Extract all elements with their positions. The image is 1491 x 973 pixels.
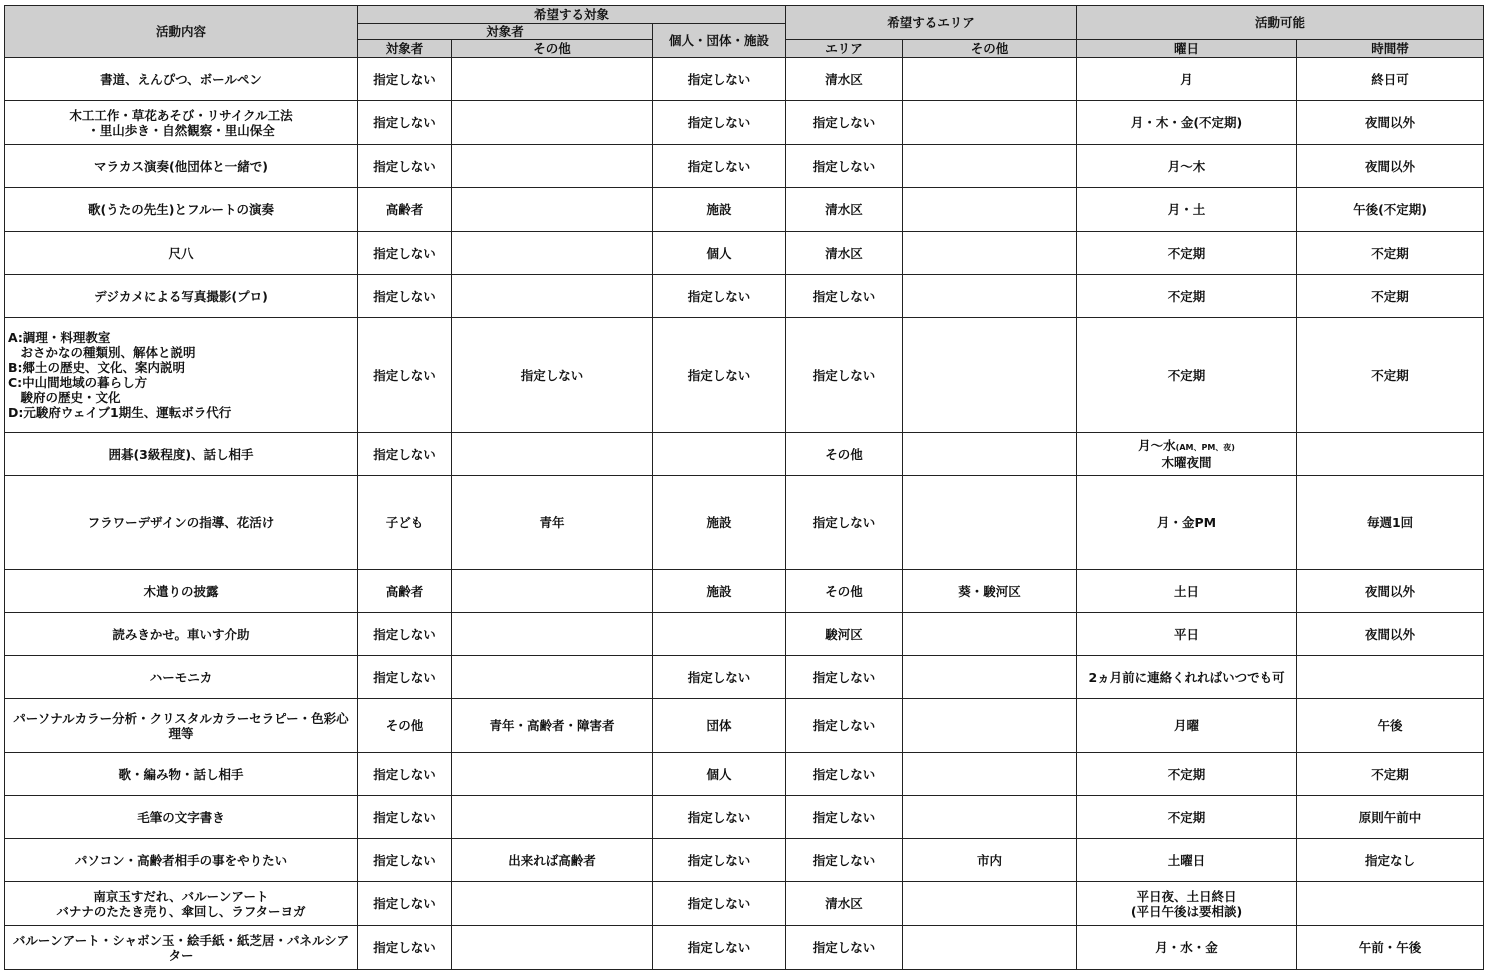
area-other-cell: 市内 [903, 839, 1077, 882]
area-other-cell [903, 145, 1077, 188]
table-row [5, 656, 1484, 699]
target-cell: 指定しない [358, 613, 452, 656]
time-cell: 原則午前中 [1297, 796, 1484, 839]
target-cell: 指定しない [358, 58, 452, 101]
area-other-cell [903, 476, 1077, 570]
area-other-cell [903, 699, 1077, 753]
time-cell: 夜間以外 [1297, 101, 1484, 145]
target-other-cell [452, 232, 653, 275]
target-other-cell: 青年・高齢者・障害者 [452, 699, 653, 753]
time-cell: 不定期 [1297, 232, 1484, 275]
org-cell: 指定しない [653, 145, 786, 188]
time-cell: 終日可 [1297, 58, 1484, 101]
org-cell: 施設 [653, 570, 786, 613]
target-cell: 高齢者 [358, 188, 452, 232]
table-row [5, 433, 1484, 476]
activity-cell: 歌(うたの先生)とフルートの演奏 [5, 188, 358, 232]
activity-cell: バルーンアート・シャボン玉・絵手紙・紙芝居・パネルシア ター [5, 926, 358, 970]
table-row [5, 926, 1484, 970]
day-cell: 平日夜、土日終日 (平日午後は要相談) [1077, 882, 1297, 926]
area-other-cell [903, 58, 1077, 101]
day-secondary: 木曜夜間 [1161, 455, 1212, 470]
area-cell: 指定しない [786, 145, 903, 188]
org-cell: 指定しない [653, 796, 786, 839]
area-cell: 駿河区 [786, 613, 903, 656]
target-cell: 指定しない [358, 839, 452, 882]
area-cell: 指定しない [786, 796, 903, 839]
table-row [5, 145, 1484, 188]
activity-cell: フラワーデザインの指導、花活け [5, 476, 358, 570]
target-cell: 指定しない [358, 232, 452, 275]
target-other-cell: 出来れば高齢者 [452, 839, 653, 882]
target-cell: 指定しない [358, 318, 452, 433]
area-cell: 指定しない [786, 476, 903, 570]
day-cell: 月・水・金 [1077, 926, 1297, 970]
target-cell: 子ども [358, 476, 452, 570]
area-cell: 清水区 [786, 882, 903, 926]
area-other-cell [903, 232, 1077, 275]
org-cell: 個人 [653, 753, 786, 796]
target-other-cell [452, 188, 653, 232]
day-cell: 不定期 [1077, 232, 1297, 275]
header-time: 時間帯 [1297, 40, 1484, 58]
area-other-cell [903, 753, 1077, 796]
time-cell: 指定なし [1297, 839, 1484, 882]
org-cell: 指定しない [653, 926, 786, 970]
org-cell: 指定しない [653, 656, 786, 699]
org-cell: 団体 [653, 699, 786, 753]
target-cell: 指定しない [358, 433, 452, 476]
target-cell: 高齢者 [358, 570, 452, 613]
day-cell: 月曜 [1077, 699, 1297, 753]
area-other-cell [903, 433, 1077, 476]
activity-cell: 尺八 [5, 232, 358, 275]
day-cell: 月・木・金(不定期) [1077, 101, 1297, 145]
header-target-group: 希望する対象 [358, 6, 786, 24]
area-other-cell [903, 656, 1077, 699]
target-other-cell [452, 613, 653, 656]
volunteer-activity-sheet [4, 5, 1483, 971]
activity-cell: 木工工作・草花あそび・リサイクル工法 ・里山歩き・自然観察・里山保全 [5, 101, 358, 145]
day-cell: 不定期 [1077, 796, 1297, 839]
table-row [5, 699, 1484, 753]
target-cell: 指定しない [358, 656, 452, 699]
header-area-other: その他 [903, 40, 1077, 58]
header-availability-group: 活動可能 [1077, 6, 1484, 40]
table-row [5, 275, 1484, 318]
target-other-cell [452, 753, 653, 796]
target-other-cell [452, 570, 653, 613]
org-cell: 指定しない [653, 839, 786, 882]
header-target-other: その他 [452, 40, 653, 58]
target-cell: 指定しない [358, 145, 452, 188]
day-cell: 月・土 [1077, 188, 1297, 232]
table-row [5, 839, 1484, 882]
target-other-cell [452, 433, 653, 476]
activity-cell: ハーモニカ [5, 656, 358, 699]
table-header [5, 6, 1484, 58]
day-cell: 2ヵ月前に連絡くれればいつでも可 [1077, 656, 1297, 699]
table-row [5, 58, 1484, 101]
target-cell: 指定しない [358, 753, 452, 796]
time-cell: 午後(不定期) [1297, 188, 1484, 232]
area-cell: 清水区 [786, 58, 903, 101]
target-cell: 指定しない [358, 275, 452, 318]
activity-cell: マラカス演奏(他団体と一緒で) [5, 145, 358, 188]
time-cell [1297, 433, 1484, 476]
time-cell: 不定期 [1297, 275, 1484, 318]
target-cell: 指定しない [358, 926, 452, 970]
day-cell: 不定期 [1077, 275, 1297, 318]
area-cell: 指定しない [786, 839, 903, 882]
area-cell: その他 [786, 570, 903, 613]
time-cell: 午後 [1297, 699, 1484, 753]
time-cell: 不定期 [1297, 753, 1484, 796]
area-other-cell [903, 796, 1077, 839]
activity-cell: 書道、えんぴつ、ボールペン [5, 58, 358, 101]
day-cell: 月 [1077, 58, 1297, 101]
target-other-cell [452, 145, 653, 188]
activity-cell: 読みきかせ。車いす介助 [5, 613, 358, 656]
org-cell: 指定しない [653, 101, 786, 145]
day-main: 月～水 [1138, 438, 1176, 453]
target-other-cell: 青年 [452, 476, 653, 570]
table-row [5, 188, 1484, 232]
header-target-org: 個人・団体・施設 [653, 24, 786, 58]
table-row [5, 318, 1484, 433]
day-note: (AM、PM、夜) [1175, 443, 1235, 452]
day-cell: 土日 [1077, 570, 1297, 613]
activity-cell: 毛筆の文字書き [5, 796, 358, 839]
target-other-cell [452, 796, 653, 839]
target-other-cell: 指定しない [452, 318, 653, 433]
target-other-cell [452, 882, 653, 926]
area-other-cell [903, 926, 1077, 970]
target-other-cell [452, 926, 653, 970]
time-cell: 夜間以外 [1297, 145, 1484, 188]
day-cell: 月・金PM [1077, 476, 1297, 570]
org-cell: 施設 [653, 188, 786, 232]
area-cell: 指定しない [786, 275, 903, 318]
target-cell: 指定しない [358, 796, 452, 839]
org-cell: 施設 [653, 476, 786, 570]
org-cell [653, 613, 786, 656]
area-other-cell: 葵・駿河区 [903, 570, 1077, 613]
target-other-cell [452, 275, 653, 318]
activity-cell: 木遣りの披露 [5, 570, 358, 613]
table-row [5, 613, 1484, 656]
area-other-cell [903, 882, 1077, 926]
area-cell: 清水区 [786, 232, 903, 275]
target-cell: 指定しない [358, 882, 452, 926]
org-cell: 指定しない [653, 882, 786, 926]
header-day: 曜日 [1077, 40, 1297, 58]
org-cell: 個人 [653, 232, 786, 275]
area-other-cell [903, 188, 1077, 232]
org-cell [653, 433, 786, 476]
table-row [5, 570, 1484, 613]
org-cell: 指定しない [653, 318, 786, 433]
activity-table [4, 5, 1484, 970]
time-cell: 毎週1回 [1297, 476, 1484, 570]
day-cell [1077, 433, 1297, 476]
header-activity: 活動内容 [5, 6, 358, 58]
area-cell: 指定しない [786, 101, 903, 145]
area-other-cell [903, 275, 1077, 318]
activity-cell: パーソナルカラー分析・クリスタルカラーセラピー・色彩心 理等 [5, 699, 358, 753]
header-area: エリア [786, 40, 903, 58]
day-cell: 不定期 [1077, 753, 1297, 796]
time-cell: 午前・午後 [1297, 926, 1484, 970]
table-row [5, 476, 1484, 570]
day-cell: 不定期 [1077, 318, 1297, 433]
target-other-cell [452, 101, 653, 145]
activity-cell: 囲碁(3級程度)、話し相手 [5, 433, 358, 476]
header-area-group: 希望するエリア [786, 6, 1077, 40]
activity-cell: パソコン・高齢者相手の事をやりたい [5, 839, 358, 882]
table-body [5, 58, 1484, 970]
header-target-sub: 対象者 [358, 24, 653, 40]
header-target-person: 対象者 [358, 40, 452, 58]
target-other-cell [452, 656, 653, 699]
activity-cell: A:調理・料理教室 おさかなの種類別、解体と説明 B:郷土の歴史、文化、案内説明 C:中山間地域の暮らし方 駿府の歴史・文化 D:元駿府ウェイブ1期生、運転ボラ代行 [5, 318, 358, 433]
time-cell: 不定期 [1297, 318, 1484, 433]
org-cell: 指定しない [653, 275, 786, 318]
time-cell: 夜間以外 [1297, 570, 1484, 613]
time-cell [1297, 882, 1484, 926]
area-cell: その他 [786, 433, 903, 476]
area-cell: 清水区 [786, 188, 903, 232]
area-cell: 指定しない [786, 926, 903, 970]
activity-cell: 南京玉すだれ、バルーンアート バナナのたたき売り、傘回し、ラフターヨガ [5, 882, 358, 926]
table-row [5, 753, 1484, 796]
table-row [5, 232, 1484, 275]
table-row [5, 101, 1484, 145]
day-cell: 土曜日 [1077, 839, 1297, 882]
area-cell: 指定しない [786, 699, 903, 753]
target-cell: 指定しない [358, 101, 452, 145]
target-other-cell [452, 58, 653, 101]
activity-cell: 歌・編み物・話し相手 [5, 753, 358, 796]
area-cell: 指定しない [786, 318, 903, 433]
area-other-cell [903, 318, 1077, 433]
org-cell: 指定しない [653, 58, 786, 101]
time-cell [1297, 656, 1484, 699]
time-cell: 夜間以外 [1297, 613, 1484, 656]
area-cell: 指定しない [786, 753, 903, 796]
area-other-cell [903, 101, 1077, 145]
activity-cell: デジカメによる写真撮影(プロ) [5, 275, 358, 318]
target-cell: その他 [358, 699, 452, 753]
area-cell: 指定しない [786, 656, 903, 699]
day-cell: 月～木 [1077, 145, 1297, 188]
table-row [5, 882, 1484, 926]
area-other-cell [903, 613, 1077, 656]
table-row [5, 796, 1484, 839]
day-cell: 平日 [1077, 613, 1297, 656]
